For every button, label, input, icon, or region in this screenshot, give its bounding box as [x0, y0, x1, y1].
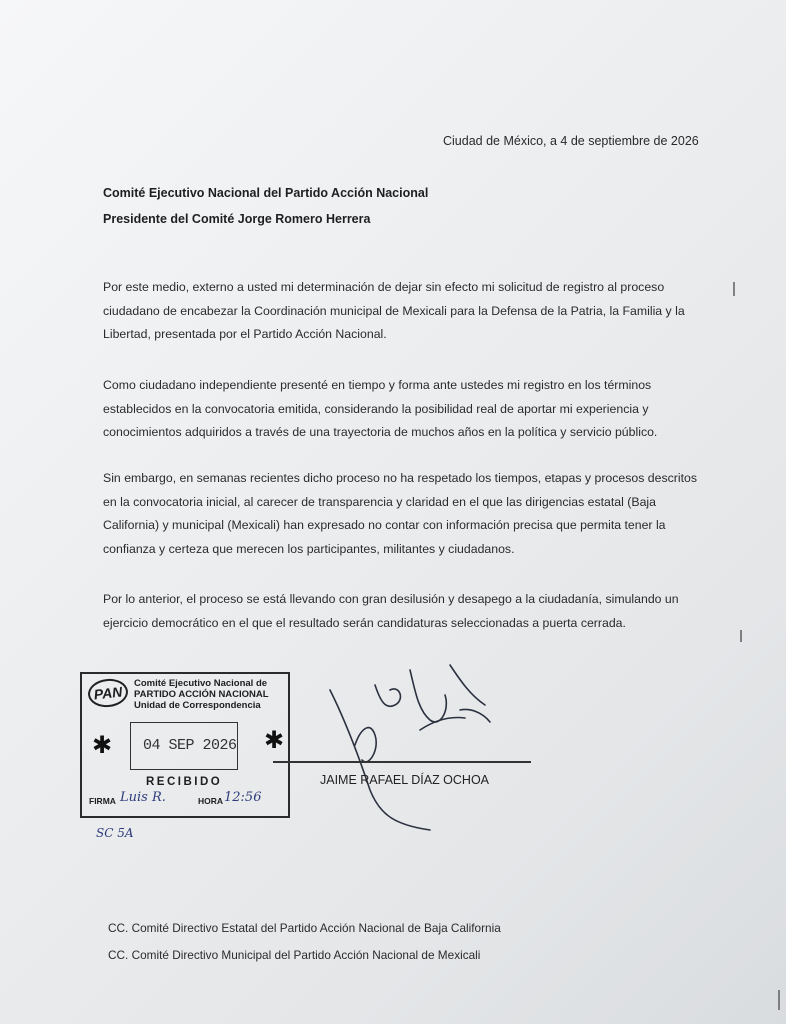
stamp-firma-label: FIRMA	[89, 796, 116, 806]
handwritten-note: SC 5A	[96, 826, 134, 840]
stamp-org-line: Comité Ejecutivo Nacional de	[134, 678, 268, 689]
addressee-block	[103, 180, 428, 232]
signature-image	[300, 650, 540, 840]
signer-name: JAIME RAFAEL DÍAZ OCHOA	[320, 773, 490, 787]
cc-line: CC. Comité Directivo Estatal del Partido Acción Nacional de Baja California	[108, 921, 501, 935]
stamp-org-line: Unidad de Correspondencia	[134, 700, 261, 711]
addressee-line: Presidente del Comité Jorge Romero Herrera	[103, 212, 371, 226]
body-paragraph: Sin embargo, en semanas recientes dicho proceso no ha respetado los tiempos, etapas y procesos descritos en la convocatoria inicial, al carecer de transparencia y claridad en el que las dirigencias estatal (Baja California) y municipal (Mexicali) han expresado no contar con información precisa que permita tener la confianza y certeza que merecen los participantes, militantes y ciudadanos.	[103, 471, 697, 556]
stamp-date: 04 SEP 2026	[143, 737, 237, 754]
stamp-org-line: PARTIDO ACCIÓN NACIONAL	[134, 689, 269, 700]
paper-edge-mark	[740, 630, 742, 642]
star-icon: ✱	[264, 727, 285, 754]
stamp-organization	[134, 678, 269, 711]
stamp-date-box	[130, 722, 238, 770]
paper-edge-mark	[733, 282, 735, 296]
signature-line	[273, 761, 531, 763]
handwritten-hora: 12:56	[224, 790, 262, 805]
body-paragraph: Por lo anterior, el proceso se está llevando con gran desilusión y desapego a la ciudadanía, simulando un ejercicio democrático en el que el resultado serán candidaturas seleccionadas a puerta cerrada.	[103, 592, 679, 630]
handwritten-firma: Luis R.	[120, 790, 166, 805]
reception-stamp	[80, 672, 290, 818]
star-icon: ✱	[92, 732, 113, 759]
stamp-status: RECIBIDO	[146, 776, 223, 788]
letter-date: Ciudad de México, a 4 de septiembre de 2026	[443, 134, 699, 148]
paper-edge-mark	[778, 990, 780, 1010]
body-paragraph: Como ciudadano independiente presenté en tiempo y forma ante ustedes mi registro en los términos establecidos en la convocatoria emitida, considerando la posibilidad real de aportar mi experiencia y conocimientos adquiridos a través de una trayectoria de muchos años en la política y servicio público.	[103, 378, 658, 439]
addressee-line: Comité Ejecutivo Nacional del Partido Acción Nacional	[103, 186, 429, 200]
cc-line: CC. Comité Directivo Municipal del Partido Acción Nacional de Mexicali	[108, 948, 481, 962]
body-paragraph: Por este medio, externo a usted mi determinación de dejar sin efecto mi solicitud de registro al proceso ciudadano de encabezar la Coordinación municipal de Mexicali para la Defensa de la Patria, la Familia y la Libertad, presentada por el Partido Acción Nacional.	[103, 280, 685, 341]
stamp-hora-label: HORA	[198, 796, 224, 806]
pan-logo: PAN	[87, 677, 130, 709]
